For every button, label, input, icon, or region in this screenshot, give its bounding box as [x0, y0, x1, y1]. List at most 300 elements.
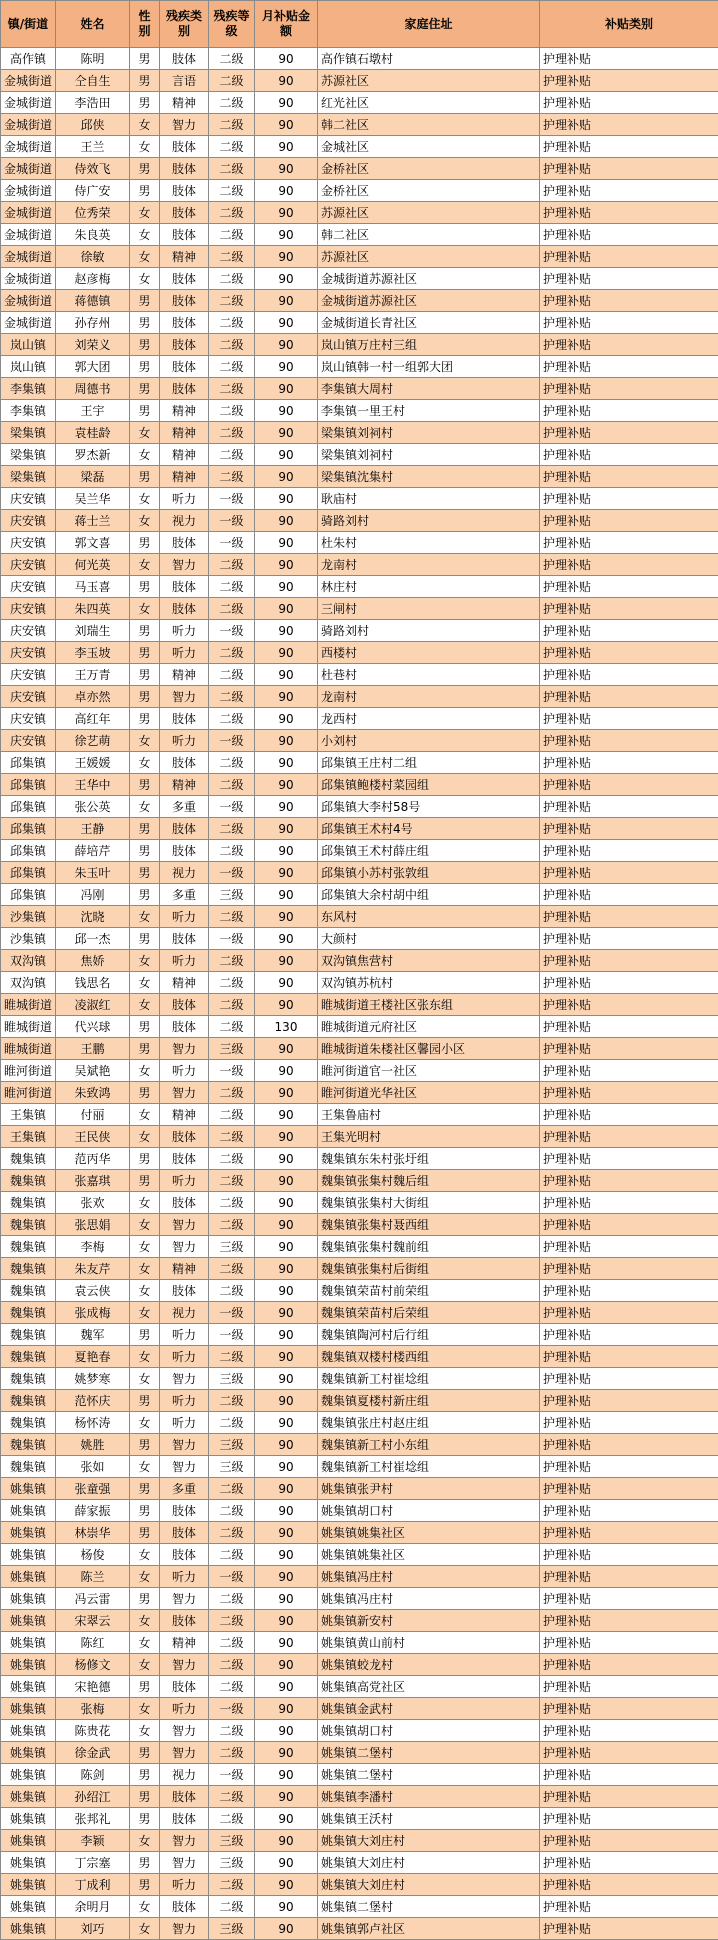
cell-gender: 女	[130, 1632, 160, 1654]
cell-gender: 男	[130, 642, 160, 664]
cell-address: 睢城街道元府社区	[318, 1016, 540, 1038]
cell-subsidy-type: 护理补贴	[540, 862, 718, 884]
cell-gender: 男	[130, 1522, 160, 1544]
table-row	[1, 1896, 718, 1918]
cell-disability-type: 肢体	[160, 840, 209, 862]
cell-town: 姚集镇	[1, 1544, 56, 1566]
cell-town: 魏集镇	[1, 1302, 56, 1324]
cell-name: 王兰	[56, 136, 130, 158]
cell-town: 姚集镇	[1, 1698, 56, 1720]
cell-address: 魏集镇张庄村赵庄组	[318, 1412, 540, 1434]
cell-subsidy-type: 护理补贴	[540, 114, 718, 136]
cell-disability-type: 多重	[160, 1478, 209, 1500]
cell-name: 宋翠云	[56, 1610, 130, 1632]
cell-disability-type: 肢体	[160, 1148, 209, 1170]
table-row	[1, 1764, 718, 1786]
cell-subsidy-type: 护理补贴	[540, 466, 718, 488]
cell-name: 李玉坡	[56, 642, 130, 664]
cell-disability-type: 多重	[160, 884, 209, 906]
cell-disability-type: 肢体	[160, 158, 209, 180]
cell-name: 姚梦寒	[56, 1368, 130, 1390]
cell-disability-type: 精神	[160, 774, 209, 796]
table-row	[1, 1808, 718, 1830]
cell-town: 邱集镇	[1, 774, 56, 796]
cell-disability-level: 二级	[209, 1874, 255, 1896]
cell-disability-type: 智力	[160, 686, 209, 708]
cell-town: 金城街道	[1, 246, 56, 268]
table-row	[1, 136, 718, 158]
cell-name: 陈兰	[56, 1566, 130, 1588]
table-row	[1, 1478, 718, 1500]
cell-name: 张嘉琪	[56, 1170, 130, 1192]
cell-gender: 男	[130, 1324, 160, 1346]
cell-name: 刘瑞生	[56, 620, 130, 642]
cell-monthly-amount: 90	[255, 1808, 318, 1830]
table-row	[1, 1148, 718, 1170]
cell-disability-level: 一级	[209, 796, 255, 818]
cell-subsidy-type: 护理补贴	[540, 1654, 718, 1676]
table-row	[1, 840, 718, 862]
table-row	[1, 1434, 718, 1456]
cell-disability-type: 肢体	[160, 1786, 209, 1808]
cell-monthly-amount: 90	[255, 1258, 318, 1280]
cell-subsidy-type: 护理补贴	[540, 1302, 718, 1324]
cell-subsidy-type: 护理补贴	[540, 1280, 718, 1302]
cell-disability-type: 肢体	[160, 334, 209, 356]
cell-monthly-amount: 90	[255, 1060, 318, 1082]
cell-name: 夏艳春	[56, 1346, 130, 1368]
cell-name: 王民侠	[56, 1126, 130, 1148]
cell-disability-type: 肢体	[160, 1500, 209, 1522]
cell-gender: 女	[130, 1654, 160, 1676]
cell-address: 邱集镇王庄村二组	[318, 752, 540, 774]
cell-subsidy-type: 护理补贴	[540, 598, 718, 620]
cell-gender: 男	[130, 862, 160, 884]
cell-town: 庆安镇	[1, 730, 56, 752]
cell-monthly-amount: 90	[255, 840, 318, 862]
cell-monthly-amount: 90	[255, 1632, 318, 1654]
cell-monthly-amount: 90	[255, 1104, 318, 1126]
cell-monthly-amount: 90	[255, 1126, 318, 1148]
cell-subsidy-type: 护理补贴	[540, 950, 718, 972]
cell-monthly-amount: 90	[255, 422, 318, 444]
cell-subsidy-type: 护理补贴	[540, 1676, 718, 1698]
cell-address: 姚集镇胡口村	[318, 1500, 540, 1522]
cell-disability-type: 肢体	[160, 202, 209, 224]
table-row	[1, 664, 718, 686]
cell-subsidy-type: 护理补贴	[540, 1390, 718, 1412]
cell-name: 冯刚	[56, 884, 130, 906]
cell-disability-type: 听力	[160, 1412, 209, 1434]
cell-disability-type: 听力	[160, 488, 209, 510]
cell-gender: 男	[130, 70, 160, 92]
cell-name: 杨修文	[56, 1654, 130, 1676]
cell-town: 王集镇	[1, 1126, 56, 1148]
table-row	[1, 884, 718, 906]
cell-subsidy-type: 护理补贴	[540, 972, 718, 994]
cell-name: 位秀荣	[56, 202, 130, 224]
cell-disability-type: 精神	[160, 444, 209, 466]
cell-monthly-amount: 90	[255, 1698, 318, 1720]
cell-subsidy-type: 护理补贴	[540, 1808, 718, 1830]
cell-subsidy-type: 护理补贴	[540, 1522, 718, 1544]
table-row	[1, 1214, 718, 1236]
cell-address: 韩二社区	[318, 114, 540, 136]
cell-disability-type: 精神	[160, 92, 209, 114]
cell-disability-level: 二级	[209, 598, 255, 620]
cell-town: 姚集镇	[1, 1632, 56, 1654]
cell-disability-level: 一级	[209, 1324, 255, 1346]
cell-disability-type: 智力	[160, 1038, 209, 1060]
cell-town: 睢城街道	[1, 1016, 56, 1038]
cell-town: 金城街道	[1, 202, 56, 224]
cell-town: 王集镇	[1, 1104, 56, 1126]
header-town: 镇/街道	[1, 1, 56, 48]
cell-monthly-amount: 90	[255, 1588, 318, 1610]
cell-monthly-amount: 90	[255, 1368, 318, 1390]
cell-gender: 男	[130, 532, 160, 554]
cell-disability-level: 一级	[209, 730, 255, 752]
cell-monthly-amount: 90	[255, 444, 318, 466]
cell-name: 邱侠	[56, 114, 130, 136]
table-row	[1, 1368, 718, 1390]
table-row	[1, 1192, 718, 1214]
table-row	[1, 70, 718, 92]
cell-address: 魏集镇陶河村后行组	[318, 1324, 540, 1346]
cell-address: 姚集镇胡口村	[318, 1720, 540, 1742]
cell-subsidy-type: 护理补贴	[540, 1082, 718, 1104]
cell-town: 魏集镇	[1, 1280, 56, 1302]
table-row	[1, 796, 718, 818]
cell-monthly-amount: 90	[255, 708, 318, 730]
cell-disability-type: 精神	[160, 466, 209, 488]
cell-name: 陈剑	[56, 1764, 130, 1786]
cell-monthly-amount: 90	[255, 1896, 318, 1918]
header-disability-type: 残疾类别	[160, 1, 209, 48]
cell-disability-level: 二级	[209, 1786, 255, 1808]
cell-name: 袁云侠	[56, 1280, 130, 1302]
cell-disability-level: 二级	[209, 1412, 255, 1434]
cell-town: 姚集镇	[1, 1808, 56, 1830]
cell-monthly-amount: 90	[255, 1522, 318, 1544]
cell-disability-type: 听力	[160, 1060, 209, 1082]
cell-gender: 女	[130, 554, 160, 576]
cell-town: 庆安镇	[1, 488, 56, 510]
cell-monthly-amount: 90	[255, 1148, 318, 1170]
cell-disability-type: 肢体	[160, 356, 209, 378]
cell-subsidy-type: 护理补贴	[540, 1434, 718, 1456]
cell-gender: 男	[130, 1500, 160, 1522]
cell-town: 梁集镇	[1, 444, 56, 466]
cell-gender: 女	[130, 1918, 160, 1940]
table-row	[1, 1698, 718, 1720]
cell-disability-level: 二级	[209, 1214, 255, 1236]
cell-town: 邱集镇	[1, 796, 56, 818]
table-row	[1, 48, 718, 70]
cell-name: 梁磊	[56, 466, 130, 488]
cell-subsidy-type: 护理补贴	[540, 1918, 718, 1940]
cell-address: 姚集镇黄山前村	[318, 1632, 540, 1654]
cell-name: 王宇	[56, 400, 130, 422]
cell-gender: 男	[130, 884, 160, 906]
table-row	[1, 246, 718, 268]
cell-gender: 男	[130, 576, 160, 598]
cell-gender: 女	[130, 1302, 160, 1324]
cell-disability-level: 二级	[209, 774, 255, 796]
cell-town: 庆安镇	[1, 576, 56, 598]
cell-gender: 男	[130, 466, 160, 488]
cell-town: 姚集镇	[1, 1874, 56, 1896]
cell-monthly-amount: 90	[255, 576, 318, 598]
cell-gender: 男	[130, 1434, 160, 1456]
cell-disability-type: 肢体	[160, 268, 209, 290]
cell-gender: 女	[130, 224, 160, 246]
cell-monthly-amount: 90	[255, 180, 318, 202]
cell-name: 余明月	[56, 1896, 130, 1918]
cell-disability-type: 肢体	[160, 1676, 209, 1698]
cell-address: 金城街道长青社区	[318, 312, 540, 334]
table-row	[1, 862, 718, 884]
cell-gender: 男	[130, 158, 160, 180]
cell-subsidy-type: 护理补贴	[540, 1588, 718, 1610]
cell-gender: 女	[130, 246, 160, 268]
cell-disability-level: 二级	[209, 444, 255, 466]
cell-disability-type: 智力	[160, 1918, 209, 1940]
table-row	[1, 620, 718, 642]
cell-disability-type: 精神	[160, 1104, 209, 1126]
cell-town: 庆安镇	[1, 642, 56, 664]
cell-town: 魏集镇	[1, 1434, 56, 1456]
cell-name: 徐金武	[56, 1742, 130, 1764]
cell-address: 姚集镇大刘庄村	[318, 1874, 540, 1896]
table-row	[1, 1720, 718, 1742]
cell-disability-level: 二级	[209, 1148, 255, 1170]
cell-disability-type: 智力	[160, 1852, 209, 1874]
cell-disability-level: 二级	[209, 312, 255, 334]
header-subsidy-type: 补贴类别	[540, 1, 718, 48]
cell-disability-level: 二级	[209, 1544, 255, 1566]
cell-gender: 男	[130, 334, 160, 356]
cell-gender: 女	[130, 1830, 160, 1852]
cell-monthly-amount: 90	[255, 1500, 318, 1522]
cell-subsidy-type: 护理补贴	[540, 1720, 718, 1742]
cell-gender: 女	[130, 1280, 160, 1302]
cell-town: 魏集镇	[1, 1258, 56, 1280]
cell-disability-type: 肢体	[160, 598, 209, 620]
cell-disability-type: 肢体	[160, 312, 209, 334]
cell-disability-level: 二级	[209, 1192, 255, 1214]
cell-disability-level: 一级	[209, 488, 255, 510]
cell-address: 魏集镇新工村小东组	[318, 1434, 540, 1456]
cell-disability-level: 二级	[209, 1808, 255, 1830]
cell-name: 陈贵花	[56, 1720, 130, 1742]
cell-address: 睢河街道光华社区	[318, 1082, 540, 1104]
cell-disability-type: 肢体	[160, 576, 209, 598]
cell-gender: 男	[130, 400, 160, 422]
cell-monthly-amount: 90	[255, 928, 318, 950]
cell-subsidy-type: 护理补贴	[540, 510, 718, 532]
cell-gender: 女	[130, 1566, 160, 1588]
cell-gender: 男	[130, 1016, 160, 1038]
cell-disability-level: 二级	[209, 290, 255, 312]
cell-subsidy-type: 护理补贴	[540, 290, 718, 312]
cell-monthly-amount: 90	[255, 290, 318, 312]
cell-monthly-amount: 90	[255, 378, 318, 400]
cell-monthly-amount: 90	[255, 1236, 318, 1258]
cell-disability-level: 二级	[209, 92, 255, 114]
cell-disability-type: 视力	[160, 862, 209, 884]
table-row	[1, 774, 718, 796]
cell-town: 魏集镇	[1, 1412, 56, 1434]
table-row	[1, 1544, 718, 1566]
cell-address: 姚集镇姚集社区	[318, 1522, 540, 1544]
cell-disability-level: 二级	[209, 840, 255, 862]
header-name: 姓名	[56, 1, 130, 48]
table-row	[1, 950, 718, 972]
cell-gender: 男	[130, 840, 160, 862]
cell-subsidy-type: 护理补贴	[540, 180, 718, 202]
cell-disability-level: 二级	[209, 180, 255, 202]
table-row	[1, 114, 718, 136]
cell-town: 魏集镇	[1, 1148, 56, 1170]
cell-subsidy-type: 护理补贴	[540, 796, 718, 818]
cell-gender: 男	[130, 620, 160, 642]
cell-gender: 女	[130, 268, 160, 290]
cell-subsidy-type: 护理补贴	[540, 246, 718, 268]
table-row	[1, 972, 718, 994]
cell-name: 范丙华	[56, 1148, 130, 1170]
cell-disability-type: 听力	[160, 730, 209, 752]
cell-gender: 女	[130, 1610, 160, 1632]
cell-address: 金城街道苏源社区	[318, 290, 540, 312]
cell-disability-level: 一级	[209, 1566, 255, 1588]
cell-subsidy-type: 护理补贴	[540, 1324, 718, 1346]
cell-address: 邱集镇王术村4号	[318, 818, 540, 840]
cell-subsidy-type: 护理补贴	[540, 642, 718, 664]
cell-disability-type: 肢体	[160, 1808, 209, 1830]
cell-disability-level: 二级	[209, 1016, 255, 1038]
table-row	[1, 92, 718, 114]
cell-town: 姚集镇	[1, 1742, 56, 1764]
cell-monthly-amount: 90	[255, 48, 318, 70]
cell-disability-level: 三级	[209, 1852, 255, 1874]
cell-monthly-amount: 90	[255, 1434, 318, 1456]
cell-address: 魏集镇张集村魏前组	[318, 1236, 540, 1258]
cell-disability-level: 二级	[209, 1346, 255, 1368]
cell-disability-type: 听力	[160, 620, 209, 642]
cell-address: 杜巷村	[318, 664, 540, 686]
cell-subsidy-type: 护理补贴	[540, 730, 718, 752]
cell-subsidy-type: 护理补贴	[540, 1236, 718, 1258]
cell-disability-level: 二级	[209, 70, 255, 92]
cell-town: 沙集镇	[1, 906, 56, 928]
cell-address: 苏源社区	[318, 70, 540, 92]
cell-town: 魏集镇	[1, 1192, 56, 1214]
table-row	[1, 488, 718, 510]
cell-address: 姚集镇二堡村	[318, 1896, 540, 1918]
cell-name: 周德书	[56, 378, 130, 400]
cell-monthly-amount: 90	[255, 532, 318, 554]
cell-disability-level: 二级	[209, 158, 255, 180]
cell-disability-level: 二级	[209, 378, 255, 400]
cell-name: 李浩田	[56, 92, 130, 114]
cell-name: 高红年	[56, 708, 130, 730]
cell-town: 邱集镇	[1, 818, 56, 840]
cell-address: 耿庙村	[318, 488, 540, 510]
cell-town: 沙集镇	[1, 928, 56, 950]
cell-address: 李集镇一里王村	[318, 400, 540, 422]
cell-subsidy-type: 护理补贴	[540, 422, 718, 444]
cell-subsidy-type: 护理补贴	[540, 1258, 718, 1280]
cell-subsidy-type: 护理补贴	[540, 532, 718, 554]
cell-disability-type: 视力	[160, 1302, 209, 1324]
cell-disability-level: 二级	[209, 466, 255, 488]
cell-town: 魏集镇	[1, 1390, 56, 1412]
cell-monthly-amount: 90	[255, 114, 318, 136]
cell-name: 蒋士兰	[56, 510, 130, 532]
cell-gender: 男	[130, 1148, 160, 1170]
table-row	[1, 466, 718, 488]
cell-monthly-amount: 90	[255, 136, 318, 158]
cell-subsidy-type: 护理补贴	[540, 1500, 718, 1522]
cell-monthly-amount: 90	[255, 488, 318, 510]
cell-disability-level: 二级	[209, 268, 255, 290]
cell-town: 魏集镇	[1, 1236, 56, 1258]
cell-disability-type: 智力	[160, 1236, 209, 1258]
cell-town: 睢河街道	[1, 1082, 56, 1104]
cell-disability-type: 肢体	[160, 1192, 209, 1214]
cell-disability-type: 视力	[160, 1764, 209, 1786]
cell-monthly-amount: 90	[255, 510, 318, 532]
cell-town: 姚集镇	[1, 1610, 56, 1632]
cell-subsidy-type: 护理补贴	[540, 994, 718, 1016]
cell-disability-type: 智力	[160, 114, 209, 136]
cell-gender: 女	[130, 1698, 160, 1720]
cell-town: 睢城街道	[1, 1038, 56, 1060]
cell-gender: 男	[130, 92, 160, 114]
cell-address: 魏集镇双楼村楼西组	[318, 1346, 540, 1368]
cell-disability-level: 二级	[209, 356, 255, 378]
cell-subsidy-type: 护理补贴	[540, 840, 718, 862]
cell-disability-level: 二级	[209, 950, 255, 972]
cell-address: 姚集镇大刘庄村	[318, 1830, 540, 1852]
table-row	[1, 1830, 718, 1852]
cell-disability-level: 二级	[209, 1104, 255, 1126]
cell-name: 朱四英	[56, 598, 130, 620]
cell-name: 陈明	[56, 48, 130, 70]
cell-address: 苏源社区	[318, 246, 540, 268]
cell-address: 金桥社区	[318, 158, 540, 180]
table-row	[1, 1170, 718, 1192]
table-row	[1, 576, 718, 598]
cell-subsidy-type: 护理补贴	[540, 158, 718, 180]
cell-name: 郭大团	[56, 356, 130, 378]
cell-disability-level: 二级	[209, 1500, 255, 1522]
cell-gender: 男	[130, 928, 160, 950]
cell-gender: 女	[130, 972, 160, 994]
table-row	[1, 1786, 718, 1808]
cell-disability-level: 二级	[209, 114, 255, 136]
cell-town: 姚集镇	[1, 1764, 56, 1786]
cell-name: 姚胜	[56, 1434, 130, 1456]
cell-town: 邱集镇	[1, 884, 56, 906]
cell-town: 金城街道	[1, 158, 56, 180]
cell-town: 姚集镇	[1, 1588, 56, 1610]
cell-gender: 女	[130, 906, 160, 928]
cell-name: 蒋德镇	[56, 290, 130, 312]
cell-name: 焦娇	[56, 950, 130, 972]
cell-address: 王集鲁庙村	[318, 1104, 540, 1126]
